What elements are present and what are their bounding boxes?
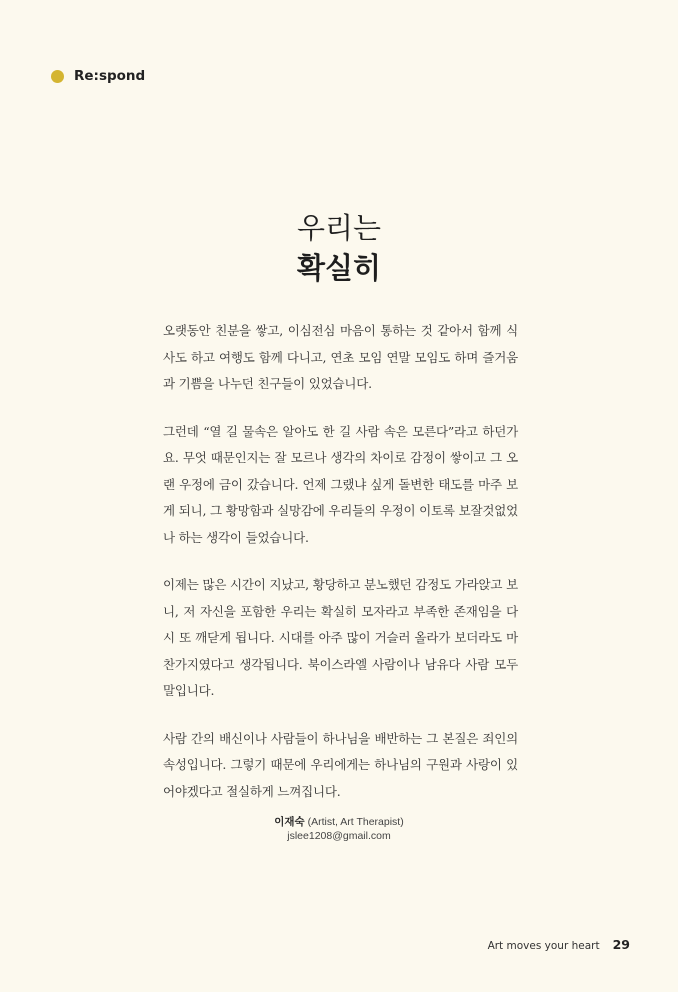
- section-tag: [51, 68, 145, 84]
- page-footer: [488, 937, 630, 952]
- page-number: 29: [612, 937, 630, 952]
- paragraph: 이제는 많은 시간이 지났고, 황당하고 분노했던 감정도 가라앉고 보니, 저 자신을 포함한 우리는 확실히 모자라고 부족한 존재임을 다시 또 깨닫게 됩니다. 시대를 아주 많이 거슬러 올라가 보더라도 마찬가지였다고 생각됩니다. 북이스라엘 사람이나 남유다 사람 모두 말입니다.: [163, 577, 518, 698]
- author-name: 이재숙: [274, 816, 305, 828]
- author-role: (Artist, Art Therapist): [307, 816, 404, 828]
- section-label: Re:spond: [74, 68, 146, 84]
- article-title: [0, 208, 678, 288]
- author-email: jslee1208@gmail.com: [287, 830, 391, 842]
- paragraph: 오랫동안 친분을 쌓고, 이심전심 마음이 통하는 것 같아서 함께 식사도 하고 여행도 함께 다니고, 연초 모임 연말 모임도 하며 즐거움과 기쁨을 나누던 친구들이 있었습니다.: [163, 323, 518, 391]
- title-line-1: 우리는: [296, 211, 382, 245]
- footer-tagline: Art moves your heart: [487, 940, 600, 952]
- paragraph: 사람 간의 배신이나 사람들이 하나님을 배반하는 그 본질은 죄인의 속성입니다. 그렇기 때문에 우리에게는 하나님의 구원과 사랑이 있어야겠다고 절실하게 느껴집니다.: [163, 730, 518, 799]
- section-dot-icon: [51, 70, 64, 83]
- author-signature: [0, 815, 678, 843]
- title-line-2: 확실히: [296, 251, 382, 285]
- article-body: [163, 318, 518, 826]
- paragraph: 그런데 “열 길 물속은 알아도 한 길 사람 속은 모른다”라고 하던가요. 무엇 때문인지는 잘 모르나 생각의 차이로 감정이 쌓이고 그 오랜 우정에 금이 갔습니다. 언제 그랬냐 싶게 돌변한 태도를 마주 보게 되니, 그 황망함과 실망감에 우리들의 우정이 이토록 보잘것없었나 하는 생각이 들었습니다.: [163, 423, 518, 545]
